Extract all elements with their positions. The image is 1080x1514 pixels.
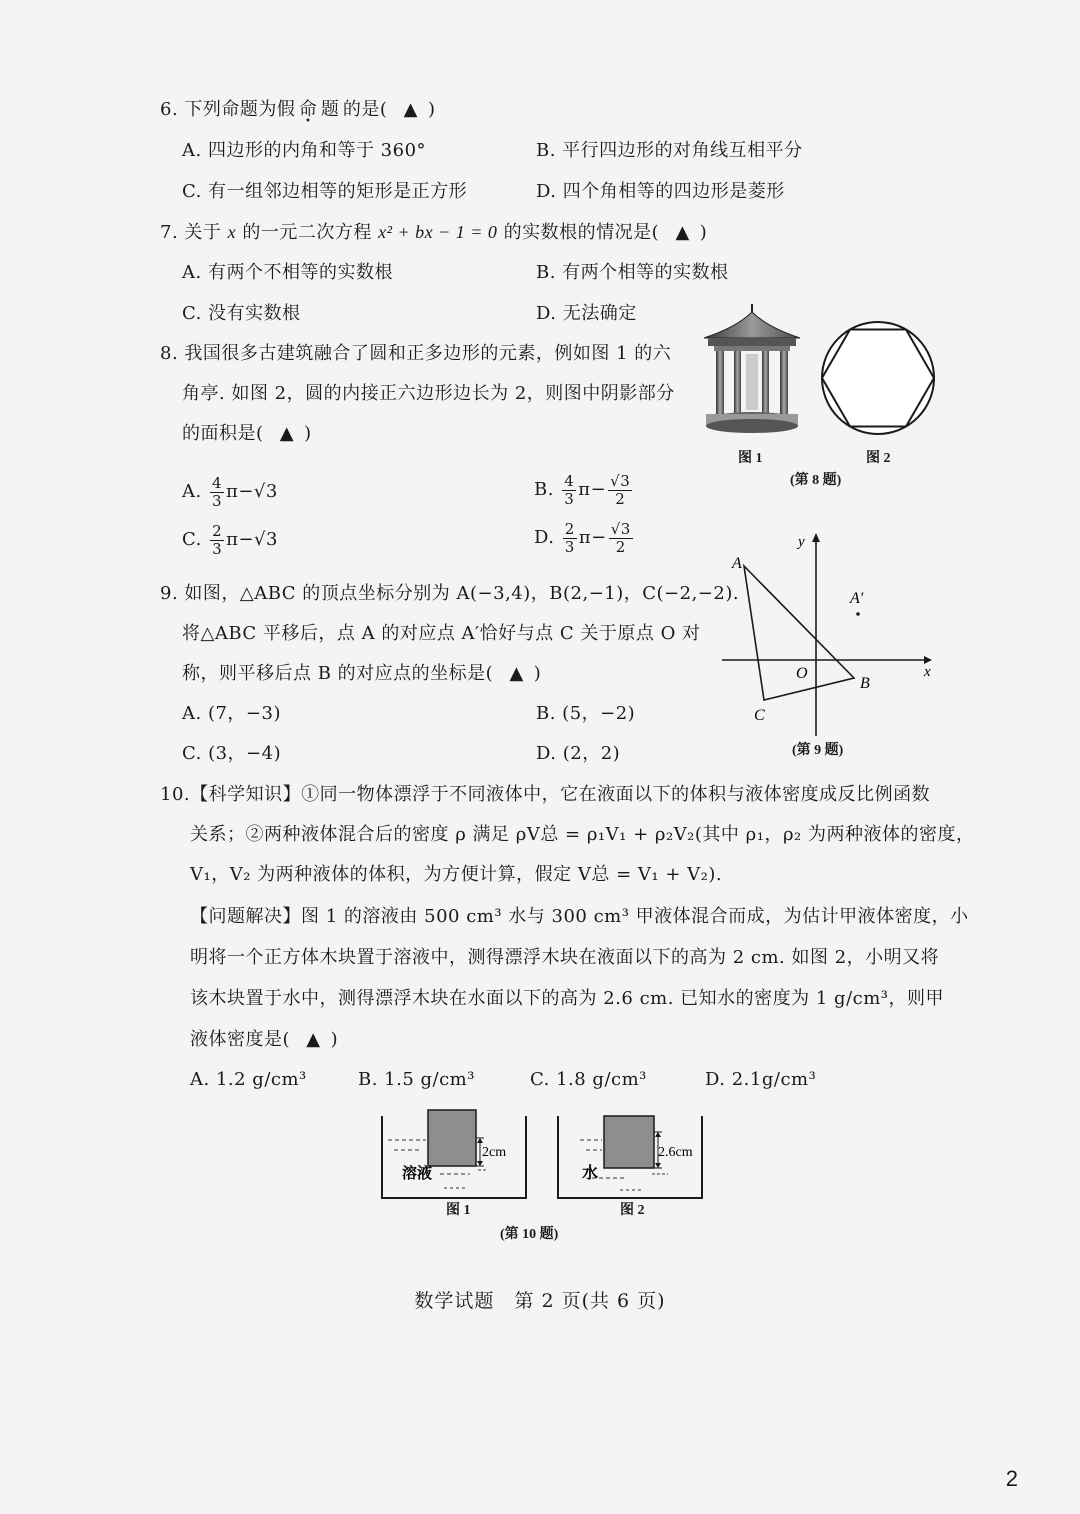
q8-b-den2: 2 (615, 489, 626, 508)
fig2-height-label: 2.6cm (658, 1145, 693, 1160)
q6-option-c: C. 有一组邻边相等的矩形是正方形 (182, 181, 468, 202)
q10-fig1-diagram (380, 1108, 528, 1200)
q8-b-fraction2 (608, 473, 632, 508)
q8-option-a (182, 472, 278, 512)
q8-c-label: C. (182, 529, 202, 550)
q7-option-a: A. 有两个不相等的实数根 (182, 262, 393, 283)
q8-blank: ▲ (279, 423, 295, 444)
q10-option-c: C. 1.8 g/cm³ (530, 1069, 647, 1090)
q10-line2: 关系；②两种液体混合后的密度 ρ 满足 ρV总 = ρ₁V₁ + ρ₂V₂(其中 ρ₁，ρ₂ 为两种液体的密度， (190, 824, 975, 845)
label-c: C (754, 707, 765, 724)
q8-a-label: A. (182, 481, 202, 502)
q9-line3-text: 称，则平移后点 B 的对应点的坐标是( (182, 663, 494, 684)
q6-close: ) (428, 99, 436, 120)
q9-option-c: C. (3，−4) (182, 743, 282, 764)
point-a-prime (856, 612, 860, 616)
q7-close: ) (699, 222, 708, 243)
q6-stem-post: 的是( (342, 99, 388, 120)
q7-option-b: B. 有两个相等的实数根 (536, 262, 729, 283)
page-footer: 数学试题 第 2 页(共 6 页) (414, 1290, 666, 1312)
q8-a-fraction (210, 475, 224, 510)
circle-hexagon-diagram (816, 316, 940, 440)
q9-option-b: B. (5，−2) (536, 703, 636, 724)
q10-option-d: D. 2.1g/cm³ (705, 1069, 817, 1090)
q8-b-label: B. (534, 479, 554, 500)
q10-line1: 10.【科学知识】①同一物体漂浮于不同液体中，它在液面以下的体积与液体密度成反比例函数 (160, 784, 931, 805)
q6-stem-pre: 6. 下列命题为 (160, 99, 277, 120)
fig1-liquid-label: 溶液 (402, 1166, 433, 1182)
q8-b-fraction1 (562, 473, 576, 508)
q8-c-fraction (210, 523, 224, 558)
q8-d-num1: 2 (564, 519, 575, 538)
q8-b-num2: √3 (610, 471, 631, 490)
q6-blank: ▲ (403, 99, 419, 120)
q10-fig1-label: 图 1 (446, 1203, 471, 1218)
page-number: 2 (1005, 1466, 1018, 1491)
q9-caption: (第 9 题) (792, 743, 844, 758)
q6-stem (160, 98, 436, 122)
q8-a-den: 3 (211, 491, 223, 510)
circle (822, 322, 934, 434)
q10-fig2-diagram (556, 1108, 704, 1200)
x-axis-arrow (924, 656, 932, 664)
q7-option-c: C. 没有实数根 (182, 303, 301, 324)
q8-line3-text: 的面积是( (182, 423, 264, 444)
y-axis-arrow (812, 533, 820, 542)
q8-option-d: D. $\frac{2}{3}$ π− $\frac{√3}{2}$ (534, 519, 631, 556)
q8-d-den1: 3 (564, 537, 575, 556)
q8-fig2-label: 图 2 (866, 451, 891, 466)
q10-line7 (190, 1028, 338, 1052)
q7-option-d: D. 无法确定 (536, 303, 637, 324)
q6-option-d: D. 四个角相等的四边形是菱形 (536, 181, 785, 202)
q7-var: x (227, 222, 237, 242)
wood-block-1 (428, 1110, 476, 1166)
q7-equation: x² + bx − 1 = 0 (378, 222, 498, 242)
label-a-prime: A′ (850, 590, 864, 607)
q10-blank: ▲ (306, 1029, 321, 1050)
q9-close: ) (533, 663, 542, 684)
q8-line2: 角亭. 如图 2，圆的内接正六边形边长为 2，则图中阴影部分 (182, 383, 675, 404)
q6-option-a: A. 四边形的内角和等于 360° (182, 140, 427, 161)
q7-stem (160, 220, 707, 245)
q7-pre: 7. 关于 (160, 222, 222, 243)
fig2-liquid-label: 水 (582, 1165, 599, 1182)
pavilion-image (700, 302, 804, 440)
q6-emphasis: 假命题 (276, 99, 343, 120)
label-a: A (732, 555, 742, 572)
coordinate-plane (718, 528, 940, 740)
q8-line3 (182, 422, 312, 446)
q10-close: ) (330, 1029, 339, 1050)
q6-option-b: B. 平行四边形的对角线互相平分 (536, 140, 803, 161)
q9-line3 (182, 662, 541, 686)
q9-option-a: A. (7，−3) (182, 703, 281, 724)
q10-option-b: B. 1.5 g/cm³ (358, 1069, 475, 1090)
q8-line1: 8. 我国很多古建筑融合了圆和正多边形的元素，例如图 1 的六 (160, 343, 672, 364)
q8-d-fraction1 (563, 521, 577, 556)
q8-b-num1: 4 (564, 471, 575, 490)
q8-c-den: 3 (212, 539, 223, 558)
q9-line2: 将△ABC 平移后，点 A 的对应点 A′恰好与点 C 关于原点 O 对 (182, 623, 701, 644)
q7-mid: 的一元二次方程 (242, 222, 372, 243)
q8-option-b: B. $\frac{4}{3}$ π− $\frac{√3}{2}$ (534, 471, 631, 508)
q8-c-num: 2 (212, 521, 223, 540)
q9-blank: ▲ (509, 663, 524, 684)
q9-option-d: D. (2，2) (536, 743, 621, 764)
q8-d-num2: √3 (610, 519, 631, 538)
q8-d-fraction2 (609, 521, 633, 556)
q8-option-c (182, 520, 278, 560)
q8-a-num: 4 (211, 473, 223, 492)
q8-close: ) (304, 423, 312, 444)
q10-option-a: A. 1.2 g/cm³ (190, 1069, 307, 1090)
q10-caption: (第 10 题) (500, 1227, 559, 1242)
q8-fig1-label: 图 1 (738, 451, 763, 466)
q10-line6: 该木块置于水中，测得漂浮木块在水面以下的高为 2.6 cm. 已知水的密度为 1 g/cm³，则甲 (190, 988, 945, 1009)
q8-c-tail: π−√3 (226, 529, 278, 550)
q8-d-label: D. (534, 527, 555, 548)
label-y: y (798, 534, 805, 550)
q8-caption: (第 8 题) (790, 473, 842, 488)
q10-fig2-label: 图 2 (620, 1203, 645, 1218)
q7-post: 的实数根的情况是( (503, 222, 660, 243)
q10-line4: 【问题解决】图 1 的溶液由 500 cm³ 水与 300 cm³ 甲液体混合而成，为估计甲液体密度，小 (190, 906, 969, 927)
q8-b-den1: 3 (564, 489, 575, 508)
q10-line5: 明将一个正方体木块置于溶液中，测得漂浮木块在液面以下的高为 2 cm. 如图 2，小明又将 (190, 947, 940, 968)
q9-line1: 9. 如图，△ABC 的顶点坐标分别为 A(−3,4)，B(2,−1)，C(−2,−2). (160, 583, 740, 604)
label-b: B (860, 675, 870, 692)
fig1-height-label: 2cm (482, 1145, 507, 1160)
q8-d-den2: 2 (615, 537, 626, 556)
q8-a-tail: π−√3 (226, 481, 278, 502)
q7-blank: ▲ (675, 222, 690, 243)
q10-line7-text: 液体密度是( (190, 1029, 291, 1050)
wood-block-2 (604, 1116, 654, 1168)
q10-line3: V₁，V₂ 为两种液体的体积，为方便计算，假定 V总 = V₁ + V₂). (190, 864, 723, 885)
label-o: O (796, 665, 808, 682)
label-x: x (924, 664, 931, 680)
